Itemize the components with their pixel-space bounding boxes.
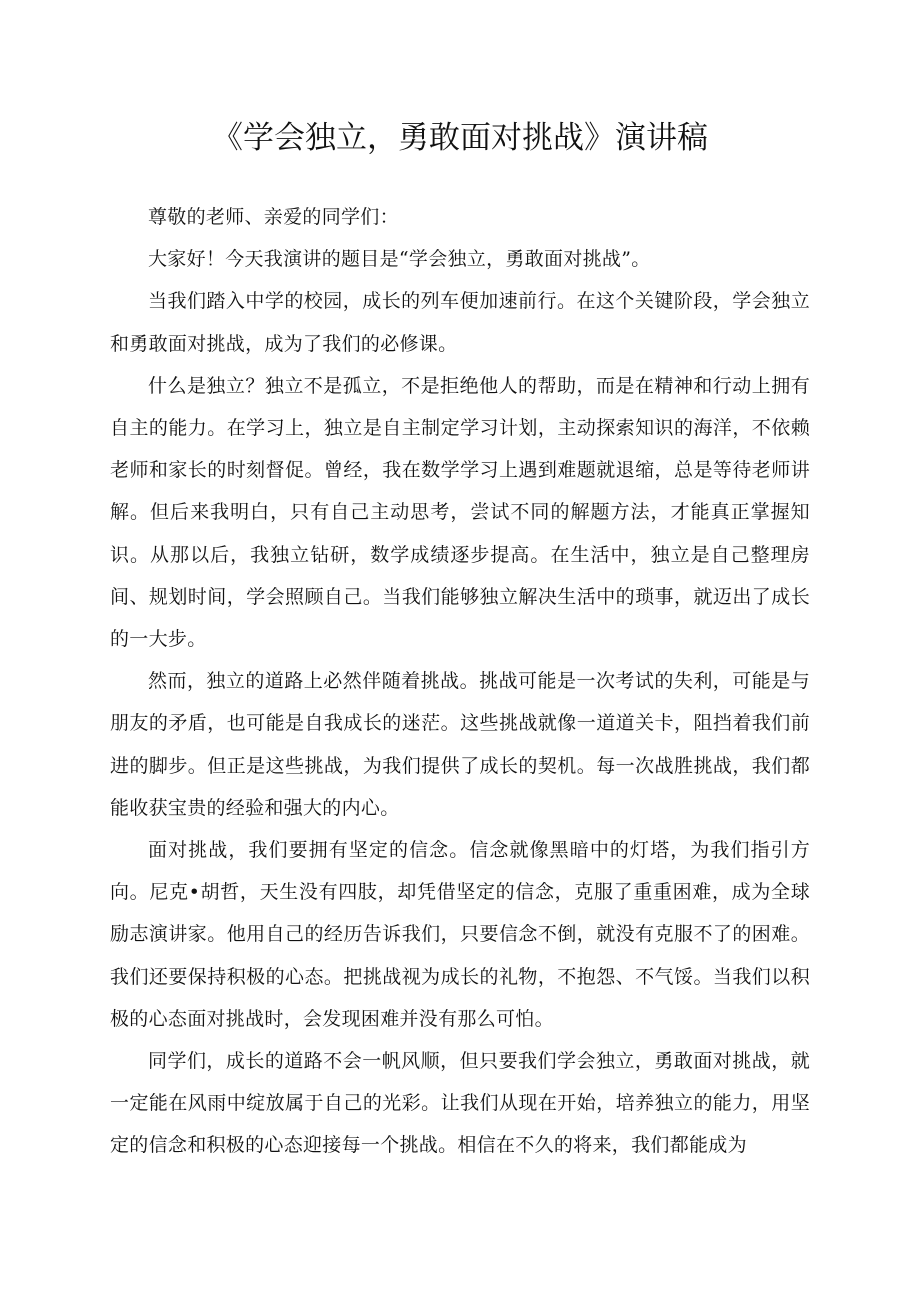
paragraph-belief: 面对挑战，我们要拥有坚定的信念。信念就像黑暗中的灯塔，为我们指引方向。尼克•胡哲，天生没有四肢，却凭借坚定的信念，克服了重重困难，成为全球励志演讲家。他用自己的经历告诉我们，只要信念不倒，就没有克服不了的困难。我们还要保持积极的心态。把挑战视为成长的礼物，不抱怨、不气馁。当我们以积极的心态面对挑战时，会发现困难并没有那么可怕。 — [110, 839, 810, 1030]
paragraph-intro: 当我们踏入中学的校园，成长的列车便加速前行。在这个关键阶段，学会独立和勇敢面对挑战，成为了我们的必修课。 — [110, 290, 810, 355]
document-title: 《学会独立，勇敢面对挑战》演讲稿 — [212, 120, 708, 156]
paragraph-independence: 什么是独立？独立不是孤立，不是拒绝他人的帮助，而是在精神和行动上拥有自主的能力。在学习上，独立是自主制定学习计划，主动探索知识的海洋，不依赖老师和家长的时刻督促。曾经，我在数学学习上遇到难题就退缩，总是等待老师讲解。但后来我明白，只有自己主动思考，尝试不同的解题方法，才能真正掌握知识。从那以后，我独立钻研，数学成绩逐步提高。在生活中，独立是自己整理房间、规划时间，学会照顾自己。当我们能够独立解决生活中的琐事，就迈出了成长的一大步。 — [110, 374, 810, 651]
paragraph-closing: 同学们，成长的道路不会一帆风顺，但只要我们学会独立，勇敢面对挑战，就一定能在风雨中绽放属于自己的光彩。让我们从现在开始，培养独立的能力，用坚定的信念和积极的心态迎接每一个挑战。相信在不久的将来，我们都能成为 — [110, 1050, 810, 1157]
salutation: 尊敬的老师、亲爱的同学们： — [148, 206, 399, 228]
paragraph-challenges: 然而，独立的道路上必然伴随着挑战。挑战可能是一次考试的失利，可能是与朋友的矛盾，也可能是自我成长的迷茫。这些挑战就像一道道关卡，阻挡着我们前进的脚步。但正是这些挑战，为我们提供了成长的契机。每一次战胜挑战，我们都能收获宝贵的经验和强大的内心。 — [110, 670, 810, 819]
paragraph-greeting: 大家好！今天我演讲的题目是“学会独立，勇敢面对挑战”。 — [148, 248, 651, 271]
document-body — [110, 196, 810, 1167]
